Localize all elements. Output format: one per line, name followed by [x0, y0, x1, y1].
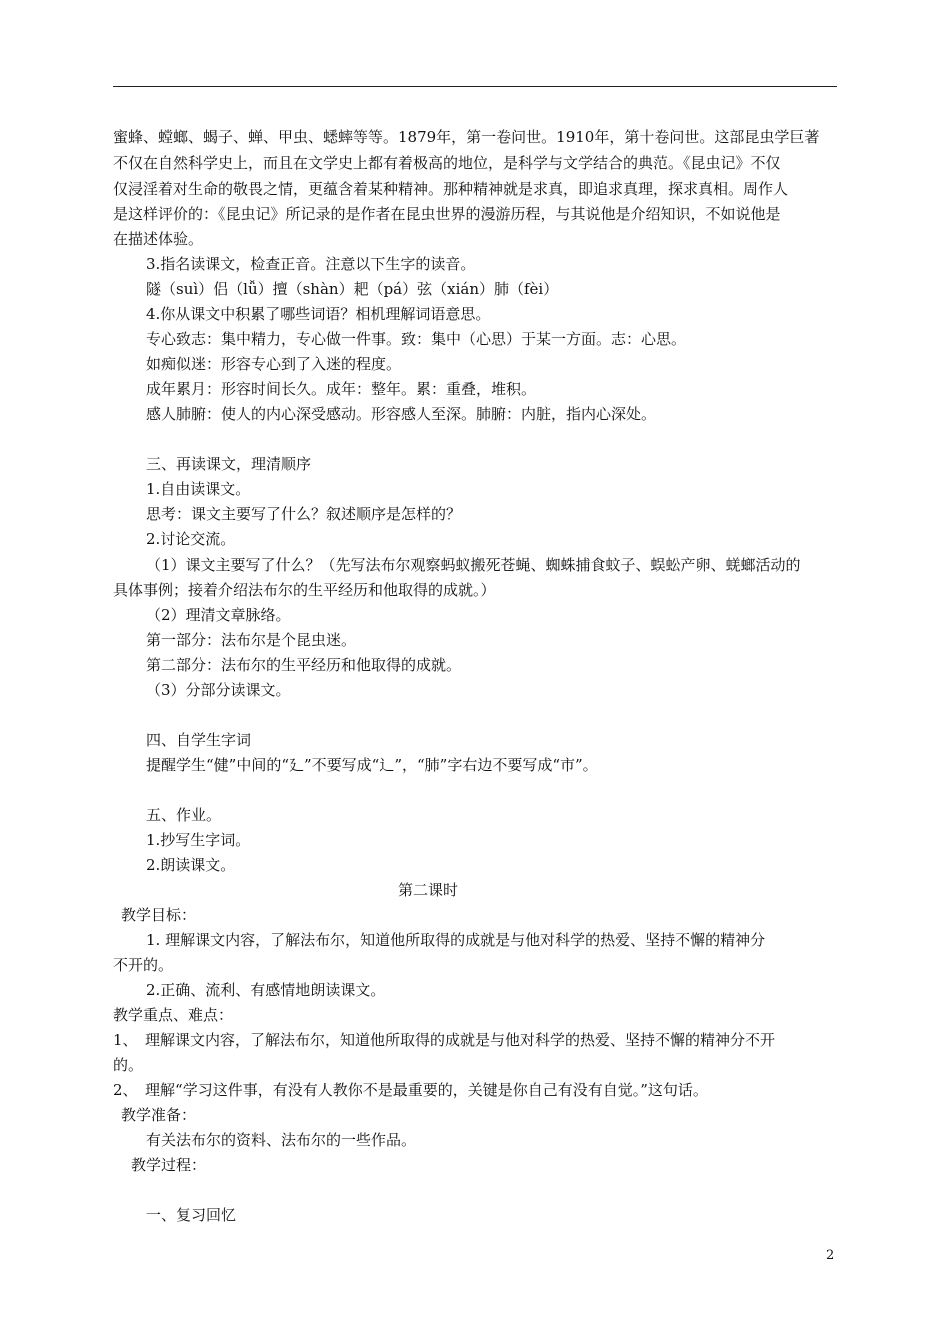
- section-heading: 三、再读课文，理清顺序: [146, 455, 312, 473]
- text-line: 1.自由读课文。: [146, 480, 251, 498]
- text-line: 教学目标：: [121, 906, 197, 924]
- text-line: 不仅在自然科学史上，而且在文学史上都有着极高的地位，是科学与文学结合的典范。《昆虫记》不仅: [113, 154, 781, 172]
- text-line: 教学准备：: [121, 1106, 197, 1124]
- text-line: 2.讨论交流。: [146, 530, 236, 548]
- text-line: 1. 理解课文内容，了解法布尔，知道他所取得的成就是与他对科学的热爱、坚持不懈的精神分: [146, 931, 766, 949]
- header-rule: [113, 86, 837, 87]
- text-line: 在描述体验。: [113, 230, 204, 248]
- text-line: 2.朗读课文。: [146, 856, 236, 874]
- text-line: （2）理清文章脉络。: [146, 606, 291, 624]
- text-line: 4.你从课文中积累了哪些词语？相机理解词语意思。: [146, 305, 491, 323]
- text-line: 成年累月：形容时间长久。成年：整年。累：重叠，堆积。: [146, 380, 537, 398]
- text-line: 的。: [113, 1056, 144, 1074]
- text-line: 3.指名读课文，检查正音。注意以下生字的读音。: [146, 255, 476, 273]
- text-line: 有关法布尔的资料、法布尔的一些作品。: [146, 1131, 417, 1149]
- lesson-title: 第二课时: [398, 881, 459, 899]
- text-line: 2、 理解“学习这件事，有没有人教你不是最重要的，关键是你自己有没有自觉。”这句话。: [113, 1081, 708, 1099]
- text-line: （1）课文主要写了什么？（先写法布尔观察蚂蚁搬死苍蝇、蜘蛛捕食蚊子、蜈蚣产卵、蜣螂活动的: [146, 556, 801, 574]
- text-line: 具体事例；接着介绍法布尔的生平经历和他取得的成就。）: [113, 581, 496, 599]
- text-line: 隧（suì）侣（lǚ）擅（shàn）耙（pá）弦（xián）肺（fèi）: [146, 280, 559, 298]
- text-line: 是这样评价的：《昆虫记》所记录的是作者在昆虫世界的漫游历程，与其说他是介绍知识，不如说他是: [113, 205, 781, 223]
- text-line: （3）分部分读课文。: [146, 681, 291, 699]
- text-line: 提醒学生“健”中间的“廴”不要写成“辶”，“肺”字右边不要写成“市”。: [146, 756, 598, 774]
- section-heading: 四、自学生字词: [146, 731, 252, 749]
- text-line: 第二部分：法布尔的生平经历和他取得的成就。: [146, 656, 462, 674]
- section-heading: 五、作业。: [146, 806, 222, 824]
- text-line: 蜜蜂、螳螂、蝎子、蝉、甲虫、蟋蟀等等。1879年，第一卷问世。1910年，第十卷问世。这部昆虫学巨著: [113, 128, 820, 146]
- text-line: 1、 理解课文内容，了解法布尔，知道他所取得的成就是与他对科学的热爱、坚持不懈的精神分不开: [113, 1031, 776, 1049]
- text-line: 教学重点、难点：: [113, 1006, 234, 1024]
- text-line: 仅浸淫着对生命的敬畏之情，更蕴含着某种精神。那种精神就是求真，即追求真理，探求真相。周作人: [113, 180, 789, 198]
- text-line: 第一部分：法布尔是个昆虫迷。: [146, 631, 357, 649]
- text-line: 教学过程：: [131, 1156, 207, 1174]
- text-line: 思考：课文主要写了什么？叙述顺序是怎样的？: [146, 505, 462, 523]
- text-line: 不开的。: [113, 956, 174, 974]
- text-line: 2.正确、流利、有感情地朗读课文。: [146, 981, 386, 999]
- text-line: 1.抄写生字词。: [146, 831, 251, 849]
- text-line: 专心致志：集中精力，专心做一件事。致：集中（心思）于某一方面。志：心思。: [146, 330, 687, 348]
- page-number: 2: [826, 1248, 835, 1263]
- text-line: 感人肺腑：使人的内心深受感动。形容感人至深。肺腑：内脏，指内心深处。: [146, 405, 657, 423]
- text-line: 如痴似迷：形容专心到了入迷的程度。: [146, 355, 402, 373]
- section-heading: 一、复习回忆: [146, 1206, 237, 1224]
